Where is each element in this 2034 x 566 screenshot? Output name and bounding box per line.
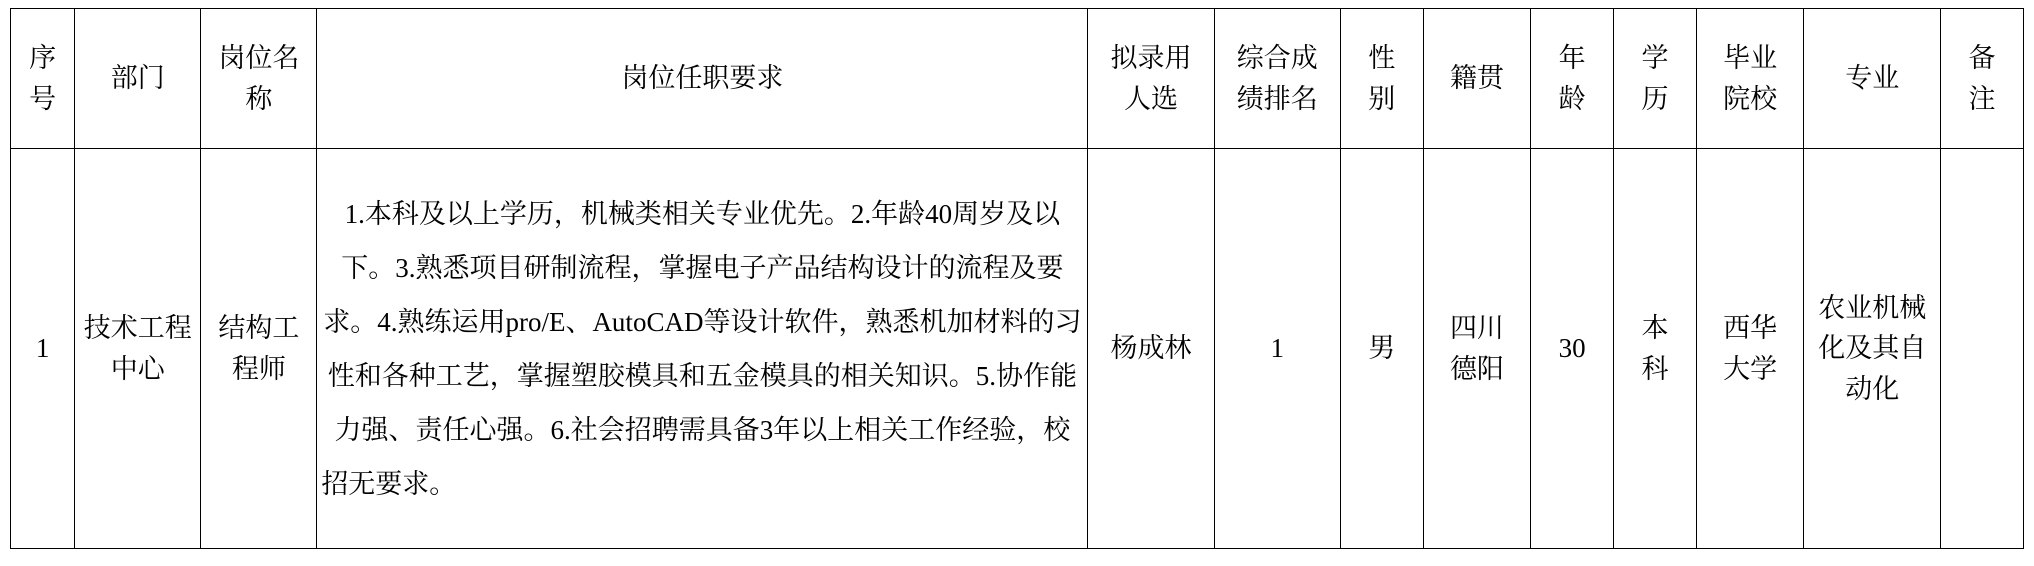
cell-candidate — [1088, 149, 1214, 549]
table-header — [11, 9, 2024, 149]
cell-rank — [1214, 149, 1340, 549]
cell-gender — [1340, 149, 1423, 549]
header-native-place-label: 籍贯 — [1449, 63, 1504, 94]
header-school — [1696, 9, 1804, 149]
header-candidate — [1088, 9, 1214, 149]
header-school-label: 毕业院校 — [1723, 43, 1778, 114]
cell-seq-value: 1 — [35, 333, 50, 364]
header-gender-label: 性别 — [1368, 43, 1396, 114]
cell-requirements — [317, 149, 1088, 549]
header-seq — [11, 9, 75, 149]
cell-native-place-value: 四川德阳 — [1449, 313, 1504, 384]
header-remark-label: 备注 — [1968, 43, 1996, 114]
header-age-label: 年龄 — [1558, 43, 1586, 114]
header-major-label: 专业 — [1845, 62, 1900, 93]
header-row — [11, 9, 2024, 149]
cell-native-place — [1423, 149, 1531, 549]
header-gender — [1340, 9, 1423, 149]
header-major — [1804, 9, 1941, 149]
cell-school-value: 西华大学 — [1723, 313, 1778, 384]
header-requirements — [317, 9, 1088, 149]
header-post — [201, 9, 317, 149]
cell-candidate-value: 杨成林 — [1110, 333, 1192, 364]
cell-post-value: 结构工程师 — [218, 313, 300, 384]
header-requirements-label: 岗位任职要求 — [621, 62, 784, 93]
header-education — [1614, 9, 1697, 149]
recruitment-table — [10, 8, 2024, 549]
header-remark — [1941, 9, 2024, 149]
table-row — [11, 149, 2024, 549]
cell-rank-value: 1 — [1270, 333, 1284, 364]
cell-school — [1696, 149, 1804, 549]
cell-dept-value: 技术工程中心 — [83, 313, 192, 384]
cell-dept — [75, 149, 201, 549]
cell-education-value: 本科 — [1641, 313, 1669, 384]
cell-gender-value: 男 — [1368, 333, 1396, 364]
header-dept — [75, 9, 201, 149]
cell-post — [201, 149, 317, 549]
cell-remark — [1941, 149, 2024, 549]
cell-age-value: 30 — [1558, 333, 1586, 364]
header-age — [1531, 9, 1614, 149]
header-native-place — [1423, 9, 1531, 149]
header-education-label: 学历 — [1641, 43, 1669, 114]
header-rank-label: 综合成绩排名 — [1236, 43, 1318, 114]
table-body — [11, 149, 2024, 549]
header-candidate-label: 拟录用人选 — [1110, 43, 1192, 114]
cell-major-value: 农业机械化及其自动化 — [1818, 292, 1927, 404]
cell-age — [1531, 149, 1614, 549]
header-post-label: 岗位名称 — [218, 43, 300, 114]
header-rank — [1214, 9, 1340, 149]
cell-education — [1614, 149, 1697, 549]
cell-major — [1804, 149, 1941, 549]
header-dept-label: 部门 — [110, 63, 165, 94]
cell-seq — [11, 149, 75, 549]
header-seq-label: 序号 — [29, 43, 57, 114]
cell-requirements-value: 1.本科及以上学历，机械类相关专业优先。2.年龄40周岁及以下。3.熟悉项目研制流程，掌握电子产品结构设计的流程及要求。4.熟练运用pro/E、AutoCAD等设计软件，熟悉机加材料的习性和各种工艺，掌握塑胶模具和五金模具的相关知识。5.协作能力强、责任心强。6.社会招聘需具备3年以上相关工作经验，校招无要求。 — [321, 198, 1082, 499]
